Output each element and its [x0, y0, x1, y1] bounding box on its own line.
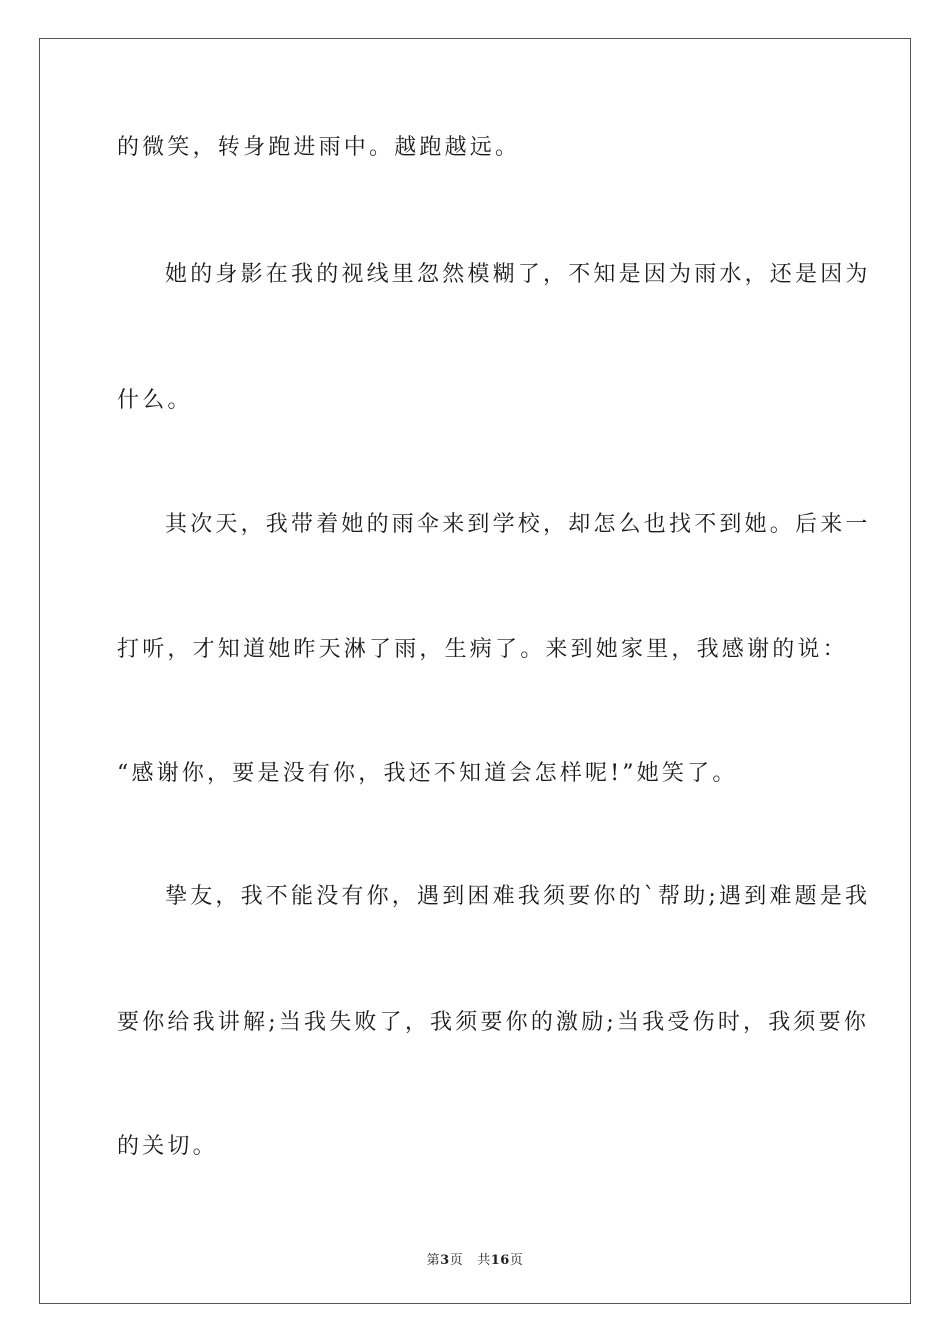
- page-suffix: 页: [449, 1253, 464, 1268]
- paragraph-2-line-2: 什么。: [117, 388, 193, 413]
- total-prefix: 共: [477, 1253, 491, 1268]
- paragraph-3-line-2: 打听，才知道她昨天淋了雨，生病了。来到她家里，我感谢的说：: [117, 637, 848, 662]
- page-footer: [0, 1249, 950, 1268]
- page-prefix: 第: [426, 1253, 441, 1268]
- total-pages: 16: [490, 1253, 510, 1268]
- page-border: [39, 38, 911, 1304]
- page-number: 3: [440, 1253, 450, 1268]
- paragraph-2-line-1: 她的身影在我的视线里忽然模糊了，不知是因为雨水，还是因为: [165, 262, 871, 287]
- paragraph-4-line-2: 要你给我讲解;当我失败了，我须要你的激励;当我受伤时，我须要你: [117, 1010, 870, 1035]
- paragraph-4-line-3: 的关切。: [117, 1134, 218, 1159]
- paragraph-4-line-1: 挚友，我不能没有你，遇到困难我须要你的`帮助;遇到难题是我: [165, 884, 871, 909]
- text-line-1: 的微笑，转身跑进雨中。越跑越远。: [117, 135, 521, 160]
- total-suffix: 页: [509, 1253, 524, 1268]
- paragraph-3-line-3: “感谢你，要是没有你，我还不知道会怎样呢!”她笑了。: [117, 761, 738, 786]
- paragraph-3-line-1: 其次天，我带着她的雨伞来到学校，却怎么也找不到她。后来一: [165, 512, 871, 537]
